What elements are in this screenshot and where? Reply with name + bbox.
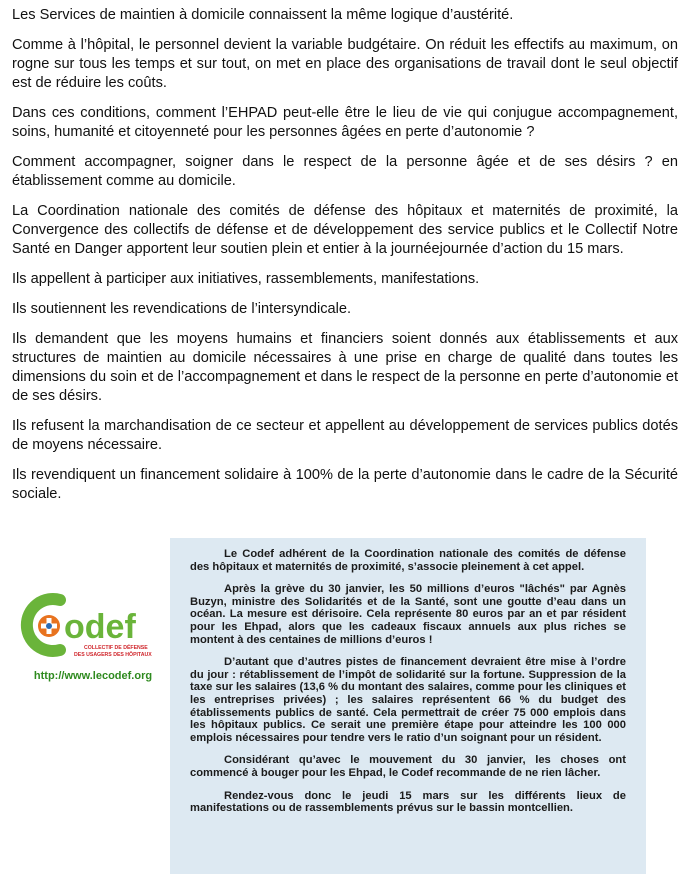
paragraph: Comme à l’hôpital, le personnel devient la variable budgétaire. On réduit les effectifs au maximum, on rogne sur tous les temps et sur tout, on met en place des organisations de travail dont le seul objectif est de réduire les coûts. — [12, 37, 678, 91]
codef-logo-graphic — [18, 588, 158, 668]
logo-wordmark: odef — [64, 608, 136, 646]
paragraph: Ils revendiquent un financement solidaire à 100% de la perte d’autonomie dans le cadre de la Sécurité sociale. — [12, 467, 678, 502]
logo-tagline-1: COLLECTIF DE DÉFENSE — [84, 645, 148, 651]
website-link[interactable]: http://www.lecodef.org — [33, 670, 153, 682]
box-paragraph: Le Codef adhérent de la Coordination nationale des comités de défense des hôpitaux et maternités de proximité, s’associe pleinement à cet appel. — [190, 548, 626, 573]
codef-logo — [18, 588, 158, 668]
paragraph: La Coordination nationale des comités de défense des hôpitaux et maternités de proximité, la Convergence des collectifs de défense et de développement des service publics et le Collectif Notre Santé en Danger apportent leur soutien plein et entier à la journéejournée d’action du 15 mars. — [12, 203, 678, 257]
box-paragraph: Considérant qu’avec le mouvement du 30 janvier, les choses ont commencé à bouger pour les Ehpad, le Codef recommande de ne rien lâcher. — [190, 754, 626, 779]
article-body — [12, 6, 678, 515]
paragraph: Comment accompagner, soigner dans le respect de la personne âgée et de ses désirs ? en établissement comme au domicile. — [12, 154, 678, 189]
paragraph: Les Services de maintien à domicile connaissent la même logique d’austérité. — [12, 7, 514, 23]
paragraph: Ils soutiennent les revendications de l’intersyndicale. — [12, 301, 352, 317]
paragraph: Ils appellent à participer aux initiatives, rassemblements, manifestations. — [12, 271, 480, 287]
box-paragraph: Rendez-vous donc le jeudi 15 mars sur les différents lieux de manifestations ou de rassemblements prévus sur le bassin montcellien. — [190, 789, 626, 815]
logo-tagline-2: DES USAGERS DES HÔPITAUX — [74, 652, 152, 658]
paragraph: Ils demandent que les moyens humains et financiers soient donnés aux établissements et aux structures de maintien au domicile nécessaires à une prise en charge de qualité dans toutes les dimensions du soin et de l’accompagnement et dans le respect de la personne en perte d’autonomie et de ses désirs. — [12, 331, 678, 404]
box-paragraph: Après la grève du 30 janvier, les 50 millions d’euros "lâchés" par Agnès Buzyn, ministre des Solidarités et de la Santé, sont une goutte d’eau dans un océan. La mesure est dérisoire. Cela représente 80 euros par an et par résident pour les Ehpad, alors que les cadeaux fiscaux annuels aux plus riches se montent à des centaines de millions d’euros ! — [190, 583, 626, 646]
paragraph: Ils refusent la marchandisation de ce secteur et appellent au développement de services publics dotés de moyens nécessaire. — [12, 418, 678, 453]
codef-statement-box — [170, 538, 646, 874]
codef-logo-block — [18, 588, 168, 682]
box-paragraph: D’autant que d’autres pistes de financement devraient être mise à l’ordre du jour : rétablissement de l’impôt de solidarité sur la fortune. Suppression de la taxe sur les salaires (13,6 % du montant des salaires, comme pour les cliniques et les entreprises privées) ; les salaires représentent 66 % du budget des établissements publics de santé. Cela permettrait de créer 75 000 emplois dans les hôpitaux publics. Ce serait une première étape pour atteindre les 100 000 emplois nécessaires pour tendre vers le ratio d’un soignant pour un résident. — [190, 656, 626, 744]
paragraph: Dans ces conditions, comment l’EHPAD peut-elle être le lieu de vie qui conjugue accompagnement, soins, humanité et citoyenneté pour les personnes âgées en perte d’autonomie ? — [12, 105, 678, 140]
